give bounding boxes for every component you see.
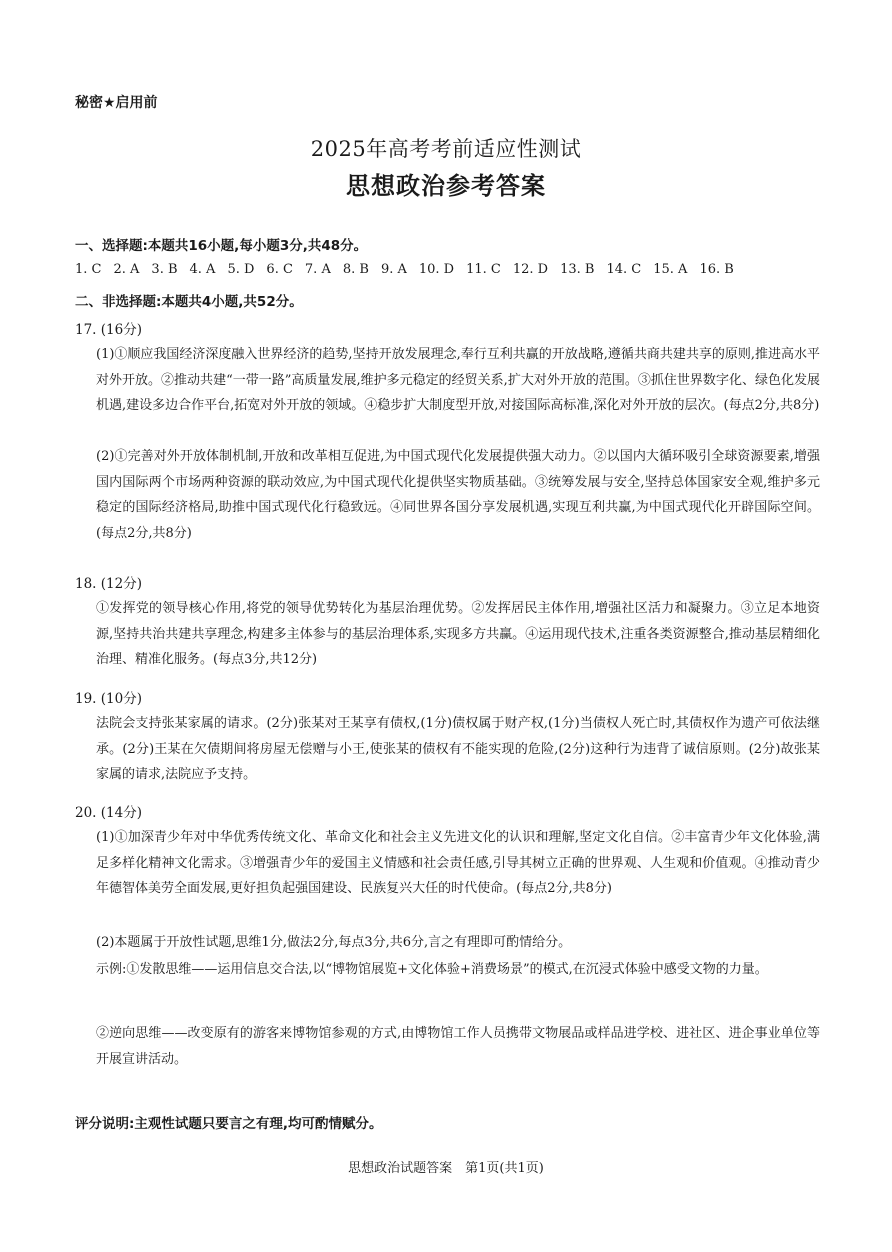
choice-answer-4: 4. A xyxy=(189,262,216,277)
document-title: 思想政治参考答案 xyxy=(346,172,546,200)
q20-example1: 示例:①发散思维——运用信息交合法,以“博物馆展览+文化体验+消费场景”的模式,在沉浸式体验中感受文物的力量。 xyxy=(96,962,768,977)
confidential-mark: 秘密★启用前 xyxy=(75,95,158,111)
grading-note: 评分说明:主观性试题只要言之有理,均可酌情赋分。 xyxy=(75,1116,383,1132)
q20-example2: ②逆向思维——改变原有的游客来博物馆参观的方式,由博物馆工作人员携带文物展品或样品进学校、进社区、进企事业单位等开展宣讲活动。 xyxy=(96,1026,820,1067)
choice-answer-9: 9. A xyxy=(380,262,407,277)
exam-title: 2025年高考考前适应性测试 xyxy=(310,137,582,161)
q20-part2-answer: (2)本题属于开放性试题,思维1分,做法2分,每点3分,共6分,言之有理即可酌情给分。 xyxy=(96,935,572,950)
q17-heading: 17. (16分) xyxy=(75,322,142,338)
choice-answer-3: 3. B xyxy=(151,262,178,277)
choice-answer-5: 5. D xyxy=(227,262,255,277)
q18-heading: 18. (12分) xyxy=(75,576,142,592)
choice-answer-1: 1. C xyxy=(75,262,102,277)
q17-part1-answer: (1)①顺应我国经济深度融入世界经济的趋势,坚持开放发展理念,奉行互利共赢的开放战略,遵循共商共建共享的原则,推进高水平对外开放。②推动共建“一带一路”高质量发展,维护多元稳定的经贸关系,扩大对外开放的范围。③抓住世界数字化、绿色化发展机遇,建设多边合作平台,拓宽对外开放的领域。④稳步扩大制度型开放,对接国际高标准,深化对外开放的层次。(每点2分,共8分) xyxy=(96,347,820,413)
q19-answer: 法院会支持张某家属的请求。(2分)张某对王某享有债权,(1分)债权属于财产权,(1分)当债权人死亡时,其债权作为遗产可依法继承。(2分)王某在欠债期间将房屋无偿赠与小王,使张某的债权有不能实现的危险,(2分)这种行为违背了诚信原则。(2分)故张某家属的请求,法院应予支持。 xyxy=(96,716,820,782)
choice-answer-16: 16. B xyxy=(699,262,734,277)
choice-answer-2: 2. A xyxy=(113,262,140,277)
q17-part2-answer: (2)①完善对外开放体制机制,开放和改革相互促进,为中国式现代化发展提供强大动力。②以国内大循环吸引全球资源要素,增强国内国际两个市场两种资源的联动效应,为中国式现代化提供坚实物质基础。③统筹发展与安全,坚持总体国家安全观,维护多元稳定的国际经济格局,助推中国式现代化行稳致远。④同世界各国分享发展机遇,实现互利共赢,为中国式现代化开辟国际空间。(每点2分,共8分) xyxy=(96,449,820,541)
choice-answer-14: 14. C xyxy=(606,262,642,277)
choice-answer-11: 11. C xyxy=(466,262,501,277)
choice-answer-8: 8. B xyxy=(342,262,369,277)
choice-answer-6: 6. C xyxy=(266,262,293,277)
q19-heading: 19. (10分) xyxy=(75,691,142,707)
choice-answer-7: 7. A xyxy=(304,262,331,277)
choice-answer-13: 13. B xyxy=(560,262,595,277)
section1-heading: 一、选择题:本题共16小题,每小题3分,共48分。 xyxy=(75,238,368,254)
page-footer: 思想政治试题答案 第1页(共1页) xyxy=(348,1161,544,1176)
q20-part1-answer: (1)①加深青少年对中华优秀传统文化、革命文化和社会主义先进文化的认识和理解,坚定文化自信。②丰富青少年文化体验,满足多样化精神文化需求。③增强青少年的爱国主义情感和社会责任感,引导其树立正确的世界观、人生观和价值观。④推动青少年德智体美劳全面发展,更好担负起强国建设、民族复兴大任的时代使命。(每点2分,共8分) xyxy=(96,830,820,896)
q18-answer: ①发挥党的领导核心作用,将党的领导优势转化为基层治理优势。②发挥居民主体作用,增强社区活力和凝聚力。③立足本地资源,坚持共治共建共享理念,构建多主体参与的基层治理体系,实现多方共赢。④运用现代技术,注重各类资源整合,推动基层精细化治理、精准化服务。(每点3分,共12分) xyxy=(96,601,820,667)
choice-answers xyxy=(75,262,746,277)
choice-answer-15: 15. A xyxy=(653,262,688,277)
q20-heading: 20. (14分) xyxy=(75,805,142,821)
section2-heading: 二、非选择题:本题共4小题,共52分。 xyxy=(75,294,303,310)
choice-answer-12: 12. D xyxy=(512,262,549,277)
choice-answer-10: 10. D xyxy=(418,262,455,277)
